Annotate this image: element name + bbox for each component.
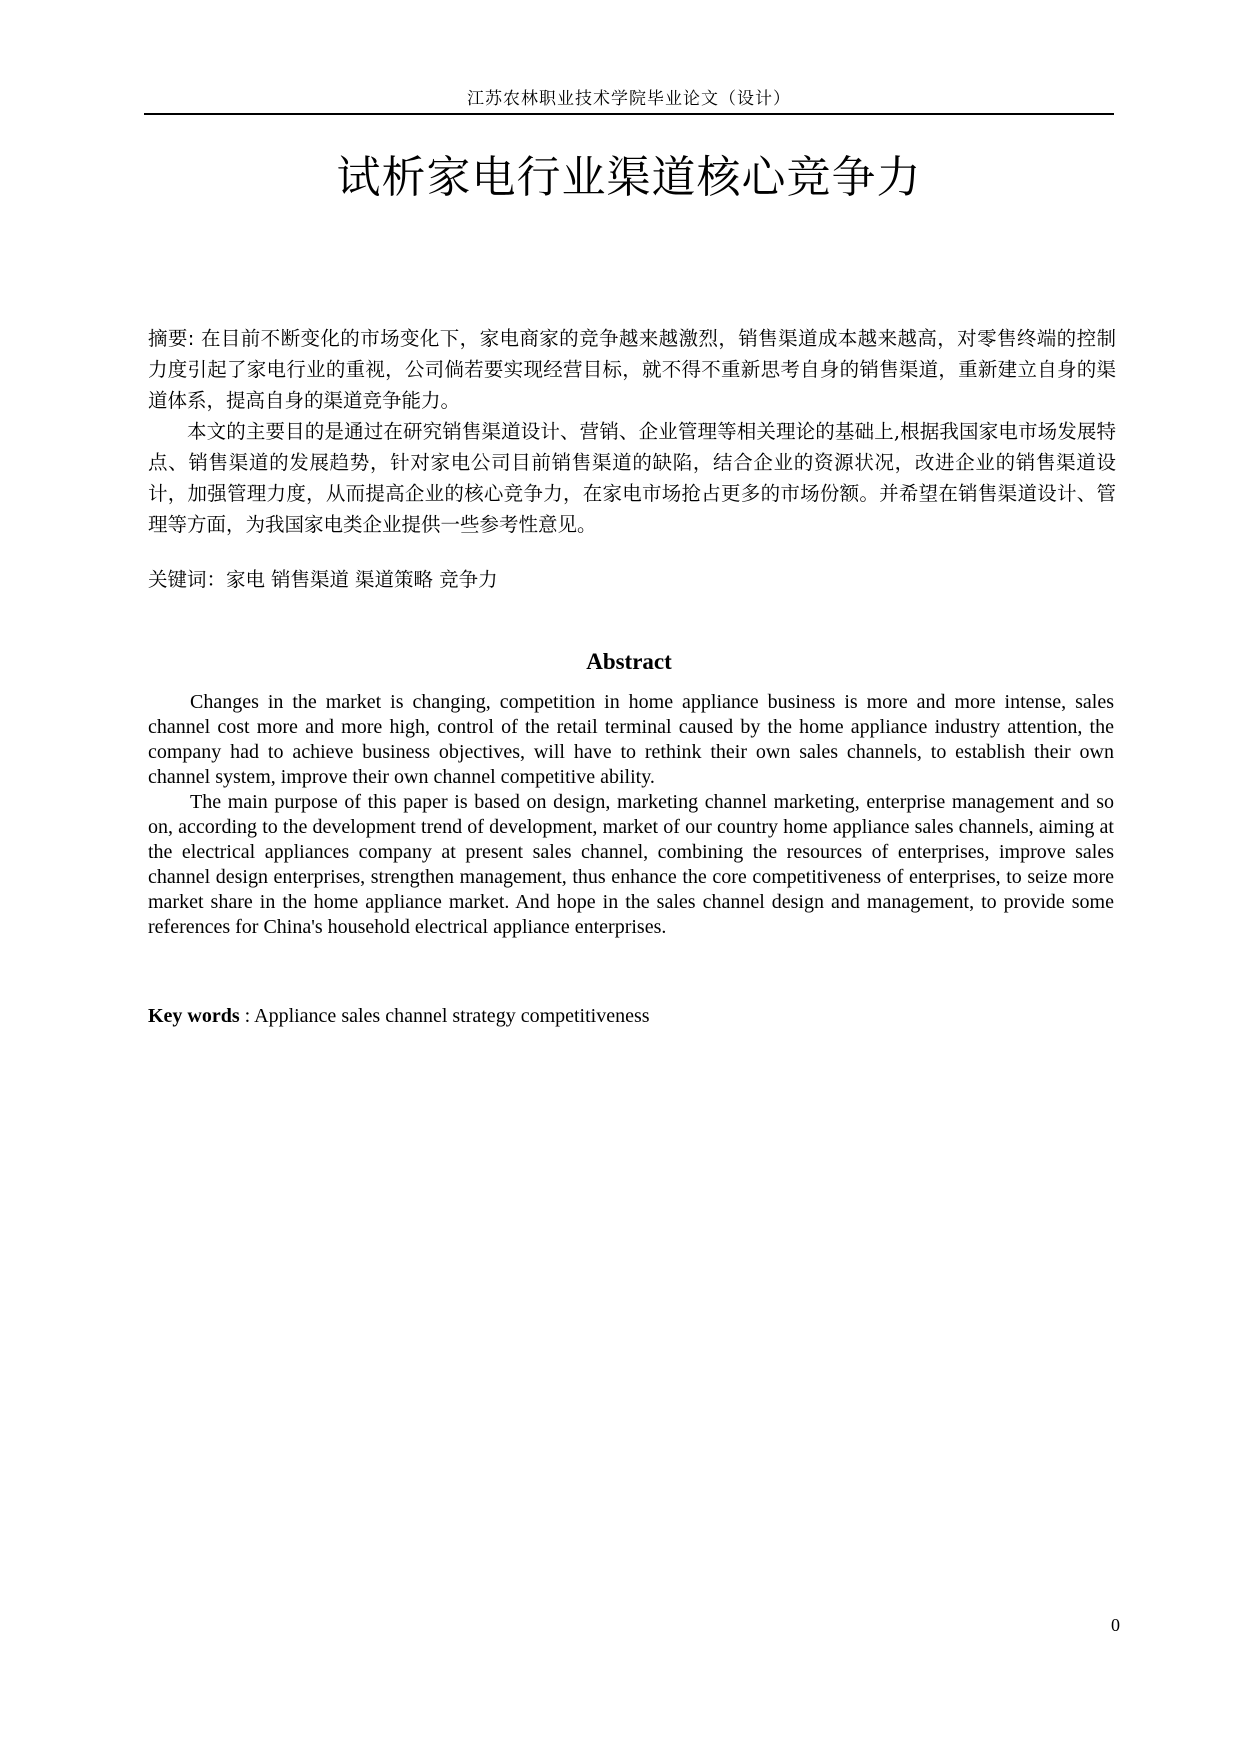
chinese-keyword: 竞争力 [439,568,498,591]
chinese-abstract-label: 摘要: [148,327,195,350]
header-rule [144,113,1114,115]
abstract-heading: Abstract [586,649,672,674]
chinese-abstract-paragraph-2: 本文的主要目的是通过在研究销售渠道设计、营销、企业管理等相关理论的基础上,根据我国家电市场发展特点、销售渠道的发展趋势，针对家电公司目前销售渠道的缺陷，结合企业的资源状况，改进企业的销售渠道设计，加强管理力度，从而提高企业的核心竞争力，在家电市场抢占更多的市场份额。并希望在销售渠道设计、管理等方面，为我国家电类企业提供一些参考性意见。 [148,420,1116,536]
chinese-keyword: 家电 [226,568,266,591]
chinese-keyword: 渠道策略 [355,568,434,591]
english-abstract-paragraph-1: Changes in the market is changing, competition in home appliance business is more and more intense, sales channel cost more and more high, control of the retail terminal caused by the home appliance industry attention, the company had to achieve business objectives, will have to rethink their own sales channels, to establish their own channel system, improve their own channel competitive ability. [148,691,1114,788]
english-abstract [148,690,1114,940]
english-keywords [148,1003,1114,1029]
page-number: 0 [1111,1615,1120,1635]
english-keywords-label: Key words [148,1005,240,1027]
chinese-keyword: 销售渠道 [271,568,350,591]
english-keywords-separator: : [239,1005,255,1027]
chinese-abstract [148,323,1116,540]
chinese-abstract-text-1: 在目前不断变化的市场变化下，家电商家的竞争越来越激烈，销售渠道成本越来越高，对零售终端的控制力度引起了家电行业的重视，公司倘若要实现经营目标，就不得不重新思考自身的销售渠道，重新建立自身的渠道体系，提高自身的渠道竞争能力。 [148,327,1116,412]
chinese-keywords-label: 关键词： [148,568,227,591]
paper-title: 试析家电行业渠道核心竞争力 [336,152,922,203]
english-abstract-paragraph-2: The main purpose of this paper is based on design, marketing channel marketing, enterprise management and so on, according to the development trend of development, market of our country home appliance sales channels, aiming at the electrical appliances company at present sales channel, combining the resources of enterprises, improve sales channel design enterprises, strengthen management, thus enhance the core competitiveness of enterprises, to seize more market share in the home appliance market. And hope in the sales channel design and management, to provide some references for China's household electrical appliance enterprises. [148,791,1114,938]
english-keywords-text: Appliance sales channel strategy competitiveness [254,1005,650,1027]
running-header: 江苏农林职业技术学院毕业论文（设计） [467,89,791,109]
chinese-keywords [148,565,1116,595]
chinese-abstract-paragraph-1 [148,323,1116,416]
